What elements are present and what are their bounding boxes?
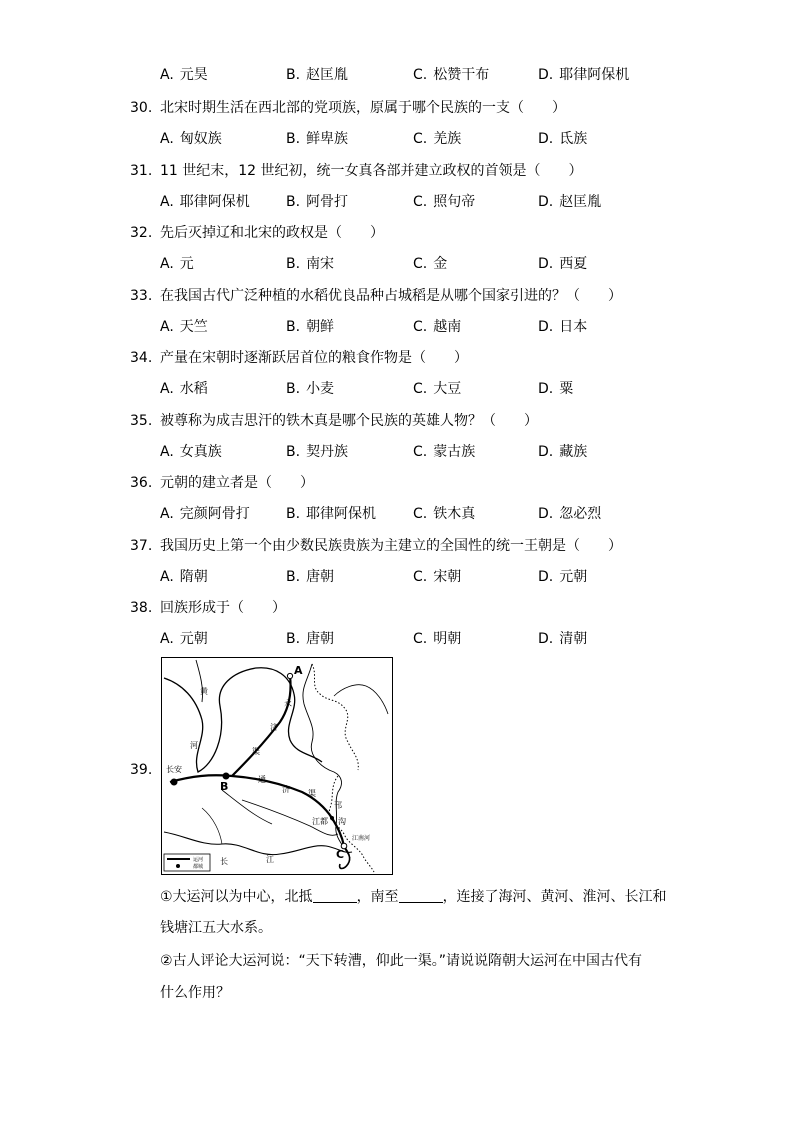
q39-number: 39. (130, 762, 153, 778)
options-row (160, 629, 760, 649)
option-a[interactable]: A. 耶律阿保机 (160, 194, 250, 210)
option-c[interactable]: C. 蒙古族 (413, 444, 476, 460)
question-text: 北宋时期生活在西北部的党项族，原属于哪个民族的一支（ ） (160, 100, 566, 116)
q29-options (160, 65, 760, 85)
q39-sub2-line2: 什么作用？ (160, 985, 230, 1001)
question-stem (130, 98, 566, 118)
option-a[interactable]: A. 天竺 (160, 319, 208, 335)
question-number: 35. (130, 413, 153, 429)
options-row (160, 317, 760, 337)
option-d[interactable]: D. 元朝 (538, 569, 588, 585)
answer-blank-south[interactable] (399, 886, 443, 903)
question-text: 元朝的建立者是（ ） (160, 475, 314, 491)
label-ji2: 济 (282, 785, 290, 794)
options-row (160, 504, 760, 524)
label-qu2: 渠 (308, 789, 316, 798)
option-d[interactable]: D. 粟 (538, 381, 574, 397)
label-huang: 黄 (200, 687, 208, 696)
option-c[interactable]: C. 照句帝 (413, 194, 476, 210)
option-a[interactable]: A. 元朝 (160, 631, 208, 647)
question-text: 产量在宋朝时逐渐跃居首位的粮食作物是（ ） (160, 350, 468, 366)
option-c[interactable]: C. 明朝 (413, 631, 462, 647)
option-b[interactable]: B. 小麦 (286, 381, 335, 397)
label-han: 邗 (334, 801, 342, 810)
city-jiangdu-marker (330, 816, 334, 820)
option-a[interactable]: A. 匈奴族 (160, 131, 222, 147)
label-he: 河 (190, 741, 198, 750)
option-d[interactable]: D. 耶律阿保机 (538, 67, 630, 83)
question-number: 38. (130, 600, 153, 616)
city-a-marker (287, 673, 292, 678)
tongji-canal (170, 775, 344, 846)
options-row (160, 567, 760, 587)
question-text: 在我国古代广泛种植的水稻优良品种占城稻是从哪个国家引进的？（ ） (160, 288, 622, 304)
label-c: C (336, 848, 345, 861)
option-b[interactable]: B. 鲜卑族 (286, 131, 349, 147)
option-b[interactable]: B. 阿骨打 (286, 194, 349, 210)
label-yong: 永 (284, 699, 292, 708)
options-row (160, 129, 760, 149)
coast-solid (303, 664, 350, 858)
label-changan: 长安 (166, 765, 182, 774)
legend-canal-label: 运河 (193, 857, 204, 863)
label-jiang: 江 (266, 855, 274, 864)
yangtze-river (164, 832, 352, 855)
city-changan-marker (171, 779, 178, 786)
question-text: 回族形成于（ ） (160, 600, 286, 616)
option-c[interactable]: C. 羌族 (413, 131, 462, 147)
options-row (160, 379, 760, 399)
label-jiangnan: 江南河 (352, 835, 371, 842)
grand-canal-map (161, 657, 393, 875)
option-d[interactable]: D. 日本 (538, 319, 588, 335)
label-jiangdu: 江都 (312, 817, 328, 826)
legend-city-marker (176, 864, 180, 868)
question-text: 11 世纪末，12 世纪初，统一女真各部并建立政权的首领是（ ） (160, 163, 583, 179)
option-b[interactable]: B. 唐朝 (286, 569, 335, 585)
question-number: 32. (130, 225, 153, 241)
question-stem (130, 473, 314, 493)
label-tong: 通 (258, 775, 266, 784)
question-stem (130, 536, 622, 556)
question-number: 34. (130, 350, 153, 366)
yangtze-branch (202, 808, 222, 844)
option-b[interactable]: B. 赵匡胤 (286, 67, 349, 83)
option-d[interactable]: D. 西夏 (538, 256, 588, 272)
north-branch (222, 790, 272, 824)
label-qu: 渠 (252, 747, 260, 756)
question-stem (130, 411, 538, 431)
option-a[interactable]: A. 完颜阿骨打 (160, 506, 250, 522)
option-c[interactable]: C. 金 (413, 256, 448, 272)
option-b[interactable]: B. 朝鲜 (286, 319, 335, 335)
option-d[interactable]: D. 藏族 (538, 444, 588, 460)
question-number: 33. (130, 288, 153, 304)
q39-sub1-line1: ①大运河以为中心，北抵 ，南至 ，连接了海河、黄河、淮河、长江和 (160, 886, 667, 908)
question-stem (130, 161, 583, 181)
yellow-river (164, 668, 322, 772)
yongji-canal (232, 676, 291, 776)
option-b[interactable]: B. 契丹族 (286, 444, 349, 460)
question-stem (130, 598, 286, 618)
option-a[interactable]: A. 女真族 (160, 444, 222, 460)
legend-city-label: 都城 (193, 864, 204, 870)
option-c[interactable]: C. 宋朝 (413, 569, 462, 585)
question-stem (130, 223, 384, 243)
question-stem (130, 348, 468, 368)
option-b[interactable]: B. 南宋 (286, 256, 335, 272)
label-b: B (220, 780, 229, 793)
option-a[interactable]: A. 隋朝 (160, 569, 208, 585)
city-b-marker (223, 773, 230, 780)
label-gou: 沟 (338, 817, 346, 826)
option-a[interactable]: A. 元昊 (160, 67, 208, 83)
option-a[interactable]: A. 水稻 (160, 381, 208, 397)
option-b[interactable]: B. 耶律阿保机 (286, 506, 377, 522)
option-c[interactable]: C. 大豆 (413, 381, 462, 397)
legend-box (164, 854, 210, 871)
option-c[interactable]: C. 松赞干布 (413, 67, 490, 83)
option-c[interactable]: C. 越南 (413, 319, 462, 335)
label-chang: 长 (220, 857, 228, 866)
question-text: 被尊称为成吉思汗的铁木真是哪个民族的英雄人物？（ ） (160, 413, 538, 429)
q39-sub2-line1: ②古人评论大运河说：“天下转漕，仰此一渠。”请说说隋朝大运河在中国古代有 (160, 953, 643, 969)
question-number: 31. (130, 163, 153, 179)
answer-blank-north[interactable] (313, 886, 357, 903)
map-drawing (162, 658, 391, 873)
option-b[interactable]: B. 唐朝 (286, 631, 335, 647)
question-text: 先后灭掉辽和北宋的政权是（ ） (160, 225, 384, 241)
question-stem (130, 286, 622, 306)
coastline (312, 664, 358, 770)
peninsula-outline (334, 685, 388, 714)
question-number: 30. (130, 100, 153, 116)
option-d[interactable]: D. 忽必烈 (538, 506, 602, 522)
options-row (160, 442, 760, 462)
option-d[interactable]: D. 氐族 (538, 131, 588, 147)
q39-sub1-line2: 钱塘江五大水系。 (160, 920, 272, 936)
options-row (160, 254, 760, 274)
label-ji: 济 (270, 723, 278, 732)
option-c[interactable]: C. 铁木真 (413, 506, 476, 522)
question-text: 我国历史上第一个由少数民族贵族为主建立的全国性的统一王朝是（ ） (160, 538, 622, 554)
option-a[interactable]: A. 元 (160, 256, 194, 272)
option-d[interactable]: D. 赵匡胤 (538, 194, 602, 210)
option-d[interactable]: D. 清朝 (538, 631, 588, 647)
options-row (160, 192, 760, 212)
label-a: A (294, 664, 303, 677)
question-number: 36. (130, 475, 153, 491)
question-number: 37. (130, 538, 153, 554)
